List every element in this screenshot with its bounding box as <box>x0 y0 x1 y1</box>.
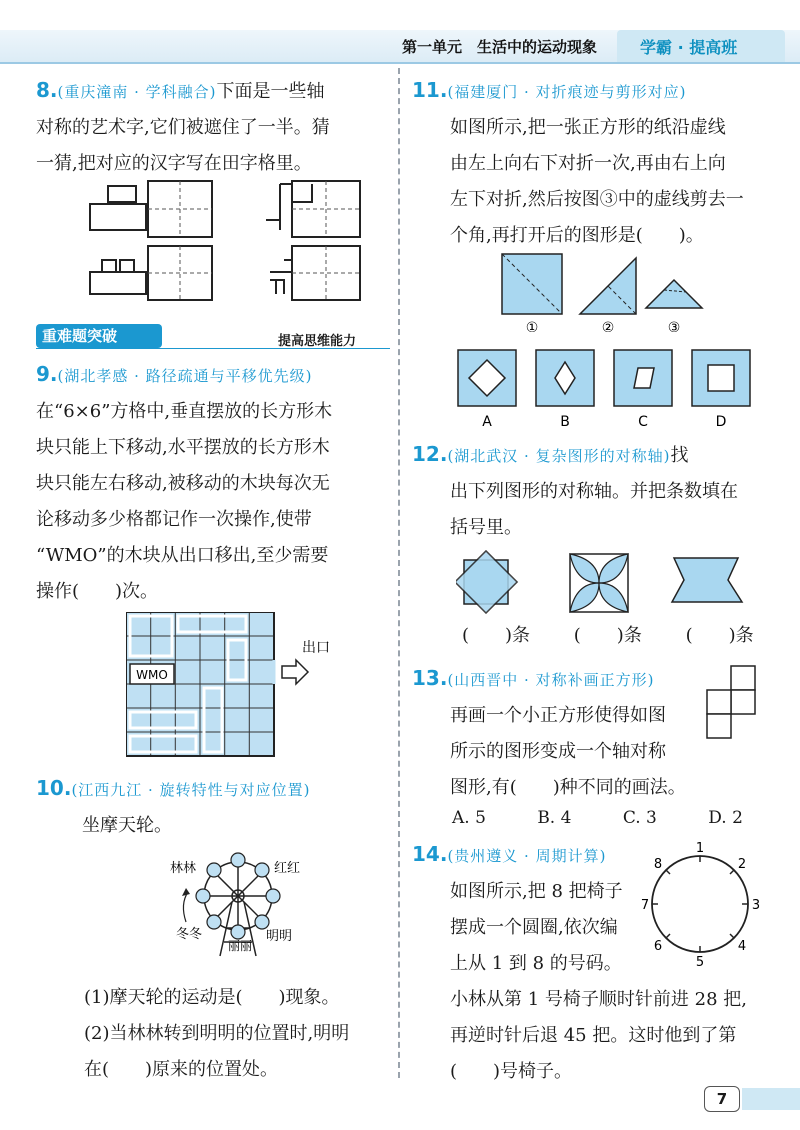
option-c: C. 3 <box>622 808 657 828</box>
question-text-line: 摆成一个圆圈,依次编 <box>450 917 618 938</box>
question-source: (湖北武汉 · 复杂图形的对称轴) <box>447 447 671 465</box>
question-text-line: 图形,有( )种不同的画法。 <box>450 777 686 798</box>
question-10-subparts <box>84 980 400 1088</box>
brand-label: 学霸 · 提高班 <box>640 38 738 57</box>
step-label: ② <box>601 320 615 332</box>
q13-options <box>452 808 792 828</box>
question-text-line: 再逆时针后退 45 把。这时他到了第 <box>450 1025 737 1046</box>
step-label: ① <box>525 320 539 332</box>
exit-arrow-icon <box>282 660 308 684</box>
name-label: 明明 <box>266 929 293 944</box>
question-text-line: 由左上向右下对折一次,再由右上向 <box>450 153 726 174</box>
wmo-label: WMO <box>136 668 168 682</box>
question-text-line: “WMO”的木块从出口移出,至少需要 <box>36 545 329 566</box>
answer-blank: ( )条 <box>685 625 754 646</box>
question-11 <box>412 72 792 254</box>
option-label: C <box>638 414 648 430</box>
half-character-figures <box>80 176 380 306</box>
option-d-shape <box>708 365 734 391</box>
half-char-shape <box>90 272 146 294</box>
fold-step-3 <box>646 280 702 308</box>
chair-number: 2 <box>737 857 747 872</box>
chair-number: 8 <box>653 857 663 872</box>
chair-circle-figure <box>640 840 770 970</box>
question-text-line: 论移动多少格都记作一次操作,使带 <box>36 509 312 530</box>
half-char-shape <box>270 260 292 296</box>
question-text-line: 上从 1 到 8 的号码。 <box>450 953 622 974</box>
exit-label: 出口 <box>302 640 330 656</box>
question-source: (湖北孝感 · 路径疏通与平移优先级) <box>57 367 313 385</box>
name-label: 丽丽 <box>228 939 253 953</box>
name-label: 红红 <box>274 861 301 876</box>
question-source: (重庆潼南 · 学科融合) <box>57 83 217 101</box>
half-char-shape <box>120 260 134 272</box>
folding-steps-figure <box>490 248 730 332</box>
option-d: D. 2 <box>708 808 743 828</box>
question-source: (贵州遵义 · 周期计算) <box>447 847 607 865</box>
subquestion-2-line: (2)当林林转到明明的位置时,明明 <box>84 1023 350 1044</box>
unit-title: 第一单元 生活中的运动现象 <box>402 38 598 56</box>
section-skill-label: 提高思维能力 <box>278 334 357 349</box>
question-number: 11. <box>412 78 448 102</box>
question-text-line: 出下列图形的对称轴。并把条数填在 <box>450 481 738 502</box>
question-text-line: 如图所示,把 8 把椅子 <box>450 881 623 902</box>
question-text-line: ( )号椅子。 <box>450 1061 573 1082</box>
question-text-line: 下面是一些轴 <box>216 81 325 102</box>
option-label: D <box>715 414 727 430</box>
question-text-line: 块只能左右移动,被移动的木块每次无 <box>36 473 330 494</box>
half-char-shape <box>108 186 136 202</box>
question-number: 12. <box>412 442 448 466</box>
question-text-line: 在“6×6”方格中,垂直摆放的长方形木 <box>36 401 333 422</box>
half-char-shape <box>90 204 146 230</box>
question-9 <box>36 356 390 610</box>
chair-number: 5 <box>695 955 705 970</box>
option-b: B. 4 <box>537 808 572 828</box>
question-number: 10. <box>36 776 72 800</box>
question-number: 14. <box>412 842 448 866</box>
column-divider <box>398 68 400 1078</box>
name-label: 林林 <box>170 861 197 876</box>
question-source: (福建厦门 · 对折痕迹与剪形对应) <box>447 83 687 101</box>
rotation-arrow-icon <box>183 892 188 922</box>
answer-blank: ( )条 <box>462 625 531 646</box>
option-label: B <box>560 414 570 430</box>
chair-number: 3 <box>751 898 761 913</box>
question-source: (山西晋中 · 对称补画正方形) <box>447 671 655 689</box>
question-text-line: 坐摩天轮。 <box>82 815 172 836</box>
chair-number: 6 <box>653 939 663 954</box>
question-text-line: 括号里。 <box>450 517 522 538</box>
question-8 <box>36 72 390 182</box>
page-number: 7 <box>704 1086 740 1112</box>
question-text-line: 找 <box>670 445 689 466</box>
question-text-line: 再画一个小正方形使得如图 <box>450 705 666 726</box>
question-text-line: 左下对折,然后按图③中的虚线剪去一 <box>450 189 744 210</box>
subquestion-2-line: 在( )原来的位置处。 <box>84 1059 279 1080</box>
ferris-wheel-figure <box>156 848 316 974</box>
chair-number: 7 <box>640 898 650 913</box>
fold-answer-options <box>452 346 752 430</box>
half-char-shape <box>266 184 312 230</box>
sliding-block-puzzle <box>126 612 366 762</box>
step-label: ③ <box>667 320 681 332</box>
question-text-line: 操作( )次。 <box>36 581 159 602</box>
question-12 <box>412 436 792 546</box>
answer-blank: ( )条 <box>573 625 642 646</box>
question-10 <box>36 770 390 844</box>
question-text-line: 小林从第 1 号椅子顺时针前进 28 把, <box>450 989 747 1010</box>
option-label: A <box>482 414 492 430</box>
question-text-line: 对称的艺术字,它们被遮住了一半。猜 <box>36 117 330 138</box>
question-source: (江西九江 · 旋转特性与对应位置) <box>71 781 311 799</box>
question-number: 13. <box>412 666 448 690</box>
question-text-line: 块只能上下移动,水平摆放的长方形木 <box>36 437 330 458</box>
chair-number: 4 <box>737 939 747 954</box>
symmetry-answer-row <box>462 618 782 654</box>
chair-number: 1 <box>695 841 705 856</box>
symmetry-figures <box>456 550 756 616</box>
question-number: 8. <box>36 78 58 102</box>
figure-trapezoid <box>672 558 742 602</box>
page-number-tab <box>742 1088 800 1110</box>
question-text-line: 一猜,把对应的汉字写在田字格里。 <box>36 153 312 174</box>
square-arrangement <box>704 664 760 744</box>
name-label: 冬冬 <box>176 927 203 942</box>
question-text-line: 所示的图形变成一个轴对称 <box>450 741 666 762</box>
option-a: A. 5 <box>452 808 486 828</box>
half-char-shape <box>102 260 116 272</box>
question-number: 9. <box>36 362 58 386</box>
option-c-shape <box>634 368 654 388</box>
section-badge: 重难题突破 <box>36 324 162 348</box>
question-text-line: 如图所示,把一张正方形的纸沿虚线 <box>450 117 726 138</box>
subquestion-1: (1)摩天轮的运动是( )现象。 <box>84 987 340 1008</box>
question-text-line: 个角,再打开后的图形是( )。 <box>450 225 704 246</box>
